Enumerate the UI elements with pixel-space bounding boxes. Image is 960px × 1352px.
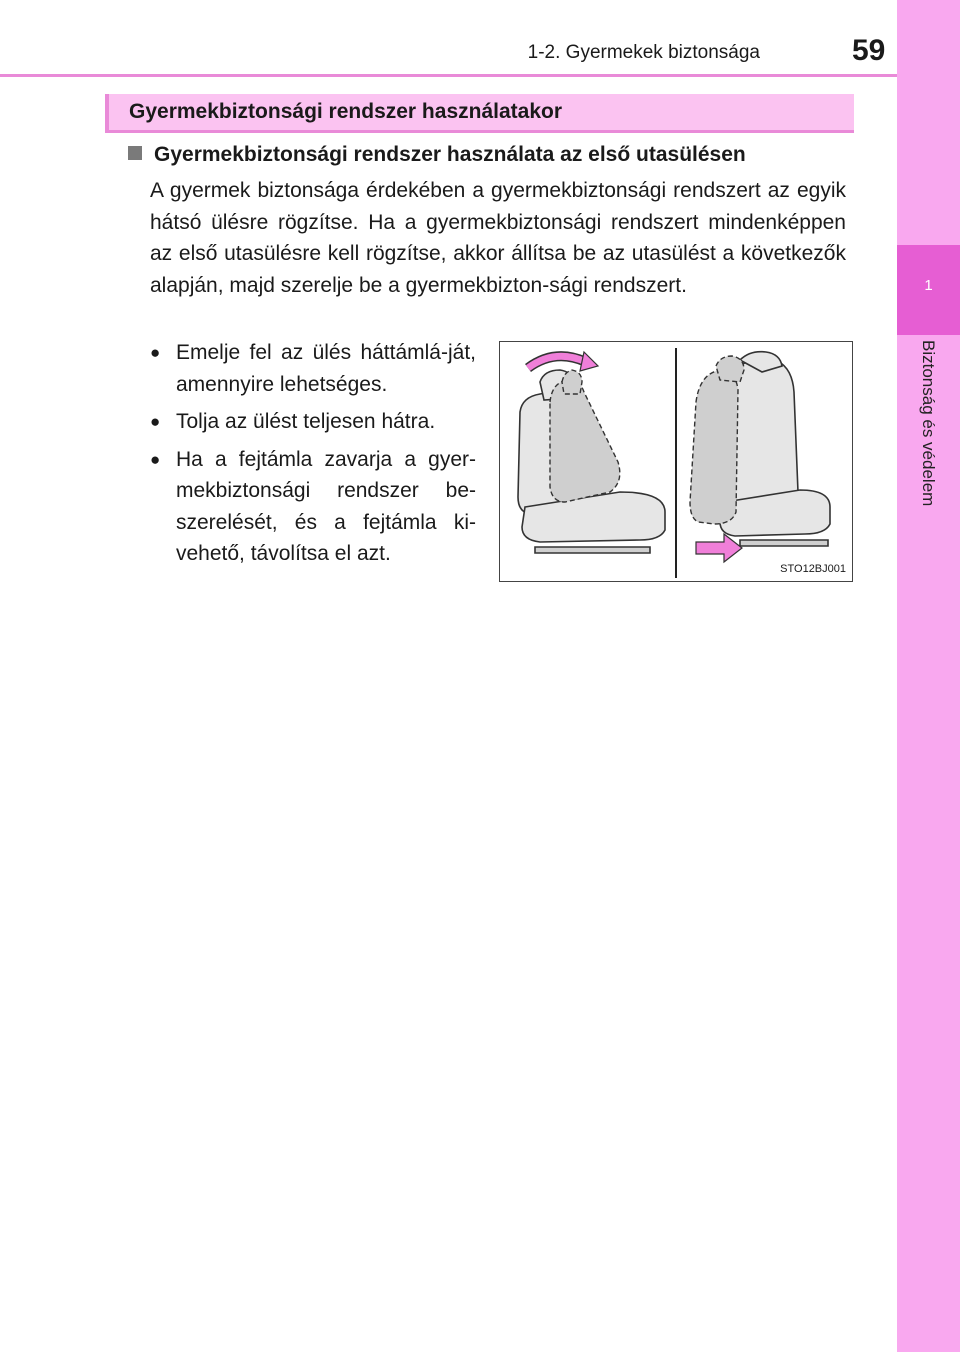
bullet-dot-icon: ●	[150, 449, 161, 469]
list-item-text: Ha a fejtámla zavarja a gyer-mekbiztonsági rendszer be-szerelését, és a fejtámla ki-vehető, távolítsa el azt.	[176, 447, 476, 565]
section-banner	[105, 94, 854, 133]
chapter-title: Biztonság és védelem	[919, 340, 938, 507]
list-item	[150, 337, 476, 400]
chapter-number: 1	[924, 277, 933, 294]
list-item	[150, 406, 476, 438]
square-bullet-icon	[128, 146, 142, 160]
list-item	[150, 444, 476, 570]
running-header: 1-2. Gyermekek biztonsága	[527, 42, 760, 63]
chapter-side-tab	[897, 0, 960, 1352]
subsection-title: Gyermekbiztonsági rendszer használata az első utasülésen	[154, 143, 746, 166]
bullet-dot-icon: ●	[150, 412, 161, 431]
figure-code: STO12BJ001	[780, 563, 846, 575]
seat-illustration	[500, 342, 852, 581]
list-item-text: Tolja az ülést teljesen hátra.	[176, 410, 436, 433]
page-number: 59	[852, 34, 886, 67]
bullet-dot-icon: ●	[150, 343, 161, 362]
paragraph-text: A gyermek biztonsága érdekében a gyermekbiztonsági rendszert az egyik hátsó ülésre rögzítse. Ha a gyermekbiztonsági rendszert mindenképpen az első utasülésre kell rögzítse, akkor állítsa be az utasülést a következők alapján, majd szerelje be a gyermekbizton-sági rendszert.	[150, 179, 846, 297]
header-rule	[0, 74, 897, 77]
subsection-heading	[128, 143, 828, 167]
body-paragraph	[150, 175, 846, 301]
list-item-text: Emelje fel az ülés háttámlá-ját, amennyire lehetséges.	[176, 341, 476, 396]
bullet-list	[150, 337, 476, 576]
seat-adjustment-figure	[499, 341, 853, 582]
section-title: Gyermekbiztonsági rendszer használatakor	[129, 100, 562, 123]
